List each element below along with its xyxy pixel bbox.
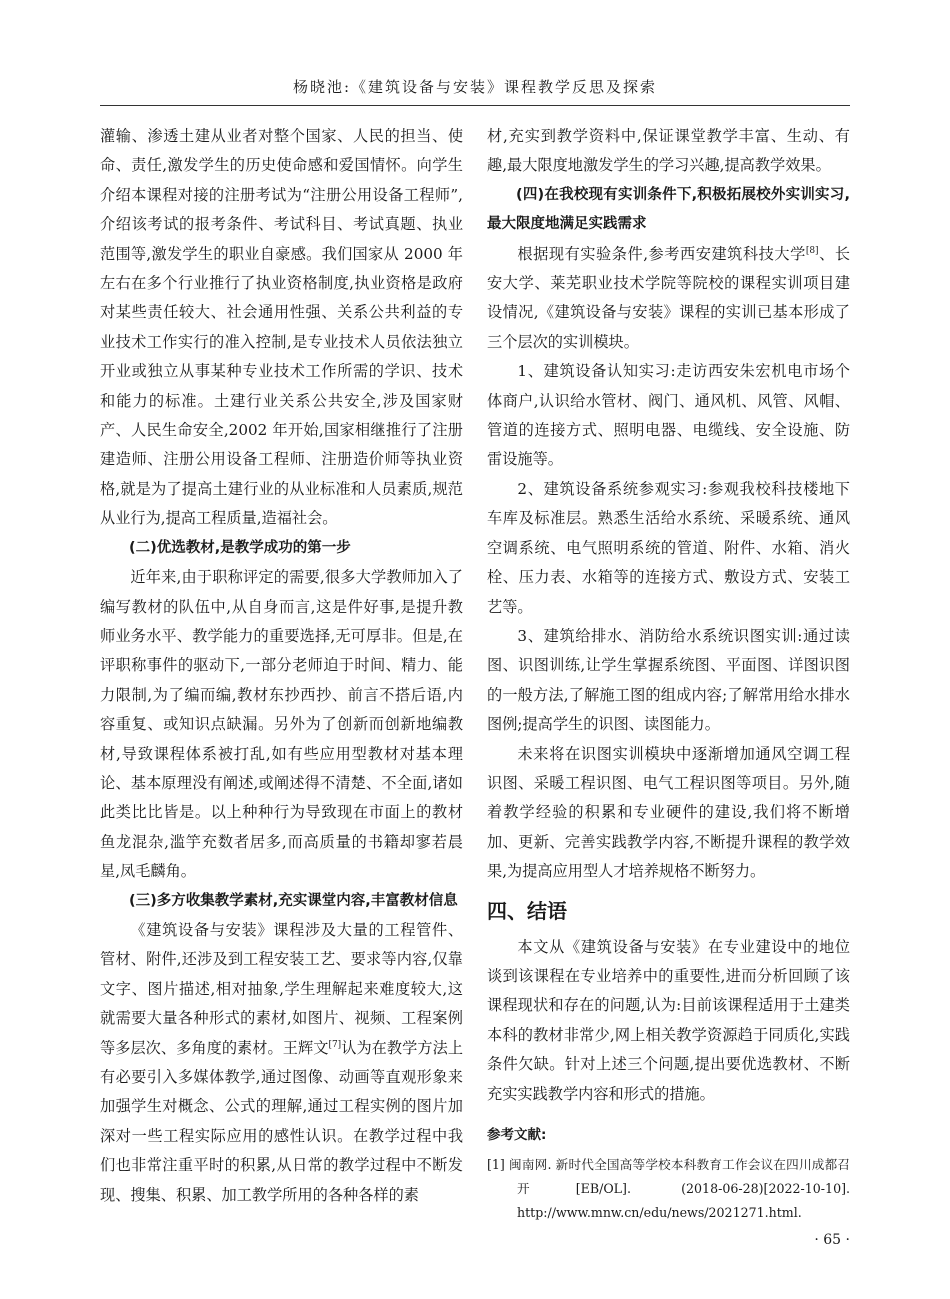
paragraph [100,916,463,1210]
citation-8: [8] [805,245,819,256]
paragraph: 近年来,由于职称评定的需要,很多大学教师加入了编写教材的队伍中,从自身而言,这是件好事,是提升教师业务水平、教学能力的重要选择,无可厚非。但是,在评职称事件的驱动下,一部分老师迫于时间、精力、能力限制,为了编而编,教材东抄西抄、前言不搭后语,内容重复、或知识点缺漏。另外为了创新而创新地编教材,导致课程体系被打乱,如有些应用型教材对基本理论、基本原理没有阐述,或阐述得不清楚、不全面,诸如此类比比皆是。以上种种行为导致现在市面上的教材鱼龙混杂,滥竽充数者居多,而高质量的书籍却寥若晨星,凤毛麟角。 [100,568,463,881]
left-column [100,122,463,1210]
citation-7: [7] [328,1039,342,1050]
paragraph-text: 、长安大学、莱芜职业技术学院等院校的课程实训项目建设情况,《建筑设备与安装》课程的实训已基本形成了三个层次的实训模块。 [487,244,851,351]
paragraph: 灌输、渗透土建从业者对整个国家、人民的担当、使命、责任,激发学生的历史使命感和爱国情怀。向学生介绍本课程对接的注册考试为“注册公用设备工程师”,介绍该考试的报考条件、考试科目、考试真题、执业范围等,激发学生的职业自豪感。我们国家从 2000 年左右在多个行业推行了执业资格制度,执业资格是政府对某些责任较大、社会通用性强、关系公共利益的专业技术工作实行的准入控制,是专业技术人员依法独立开业或独立从事某种专业技术工作所需的学识、技术和能力的标准。土建行业关系公共安全,涉及国家财产、人民生命安全,2002 年开始,国家相继推行了注册建造师、注册公用设备工程师、注册造价师等执业资格,就是为了提高土建行业的从业标准和人员素质,规范从业行为,提高工程质量,造福社会。 [100,127,463,528]
paragraph: 材,充实到教学资料中,保证课堂教学丰富、生动、有趣,最大限度地激发学生的学习兴趣,提高教学效果。 [487,127,850,175]
right-column [487,122,850,1225]
running-header: 杨晓池:《建筑设备与安装》课程教学反思及探索 [292,78,658,96]
paragraph [487,240,850,358]
references-heading: 参考文献: [487,1127,547,1143]
paragraph: 未来将在识图实训模块中逐渐增加通风空调工程识图、采暖工程识图、电气工程识图等项目。另外,随着教学经验的积累和专业硬件的建设,我们将不断增加、更新、完善实践教学内容,不断提升课程的教学效果,为提高应用型人才培养规格不断努力。 [487,744,850,881]
section-heading-conclusion: 四、结语 [487,898,567,923]
paragraph: 2、建筑设备系统参观实习:参观我校科技楼地下车库及标准层。熟悉生活给水系统、采暖系统、通风空调系统、电气照明系统的管道、附件、水箱、消火栓、压力表、水箱等的连接方式、敷设方式、安装工艺等。 [487,479,850,616]
paragraph-text: 《建筑设备与安装》课程涉及大量的工程管件、管材、附件,还涉及到工程安装工艺、要求等内容,仅靠文字、图片描述,相对抽象,学生理解起来难度较大,这就需要大量各种形式的素材,如图片、视频、工程案例等多层次、多角度的素材。王辉文 [100,920,463,1057]
paragraph: 本文从《建筑设备与安装》在专业建设中的地位谈到该课程在专业培养中的重要性,进而分析回顾了该课程现状和存在的问题,认为:目前该课程适用于土建类本科的教材非常少,网上相关教学资源趋于同质化,实践条件欠缺。针对上述三个问题,提出要优选教材、不断充实实践教学内容和形式的措施。 [487,937,850,1103]
subsection-heading-3: (三)多方收集教学素材,充实课堂内容,丰富教材信息 [129,892,458,909]
header-rule [100,105,850,106]
subsection-heading-2: (二)优选教材,是教学成功的第一步 [129,539,351,556]
subsection-heading-4: (四)在我校现有实训条件下,积极拓展校外实训实习,最大限度地满足实践需求 [487,186,850,233]
paragraph: 3、建筑给排水、消防给水系统识图实训:通过读图、识图训练,让学生掌握系统图、平面图、详图识图的一般方法,了解施工图的组成内容;了解常用给水排水图例;提高学生的识图、读图能力。 [487,626,850,734]
page-number: · 65 · [814,1232,850,1248]
reference-item: [1] 闽南网. 新时代全国高等学校本科教育工作会议在四川成都召开[EB/OL]. (2018-06-28)[2022-10-10]. http://www.mnw.cn/edu/news/2021271.html. [487,1157,850,1220]
paragraph: 1、建筑设备认知实习:走访西安朱宏机电市场个体商户,认识给水管材、阀门、通风机、风管、风帽、管道的连接方式、照明电器、电缆线、安全设施、防雷设施等。 [487,362,850,469]
paragraph-text: 认为在教学方法上有必要引入多媒体教学,通过图像、动画等直观形象来加强学生对概念、公式的理解,通过工程实例的图片加深对一些工程实际应用的感性认识。在教学过程中我们也非常注重平时的积累,从日常的教学过程中不断发现、搜集、积累、加工教学所用的各种各样的素 [100,1038,464,1204]
paragraph-text: 根据现有实验条件,参考西安建筑科技大学 [517,244,806,263]
